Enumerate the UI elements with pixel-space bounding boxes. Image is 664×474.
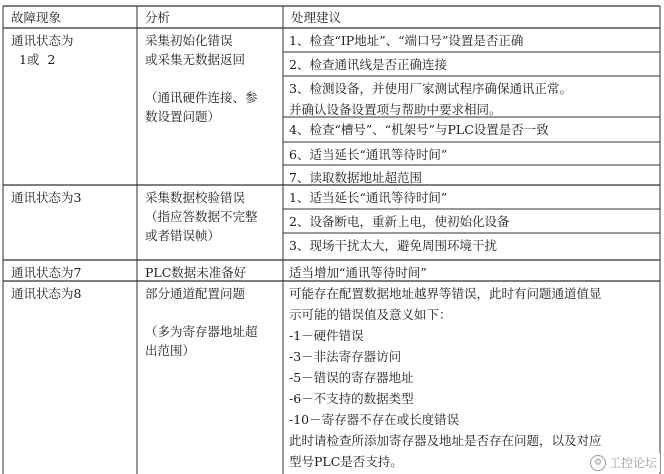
suggestion-text: 3、现场干扰太大，避免周围环境干扰	[289, 238, 497, 253]
symptom-text: 1或 2	[11, 52, 56, 67]
suggestion-text: 6、适当延长“通讯等待时间”	[289, 147, 448, 162]
suggestion-text: 1、检查“IP地址”、“端口号”设置是否正确	[289, 33, 524, 48]
suggestion-text: -5－错误的寄存器地址	[289, 370, 414, 385]
suggestion-text: 4、检查“槽号”、“机架号”与PLC设置是否一致	[289, 122, 549, 137]
analysis-text: PLC数据未准备好	[145, 265, 247, 280]
analysis-text: （指应答数据不完整	[145, 209, 258, 224]
suggestion-text: -10－寄存器不存在或长度错误	[289, 412, 460, 427]
analysis-text: 数设置问题）	[145, 109, 221, 124]
suggestion-text: -3－非法寄存器访问	[289, 349, 402, 364]
suggestion-text: 示可能的错误值及意义如下：	[289, 307, 452, 322]
suggestion-text: -1－硬件错误	[289, 328, 364, 343]
watermark-text: 工控论坛	[608, 456, 657, 470]
analysis-text: 出范围）	[145, 343, 196, 358]
analysis-text: （多为寄存器地址超	[145, 324, 258, 339]
analysis-text: 或者错误帧）	[145, 228, 221, 243]
watermark	[587, 453, 660, 472]
gear-icon: ⚙	[590, 455, 606, 471]
suggestion-text: -6－不支持的数据类型	[289, 391, 414, 406]
analysis-text: 采集初始化错误	[145, 33, 233, 48]
suggestion-text: 1、适当延长“通讯等待时间”	[289, 190, 448, 205]
suggestion-text: 3、检测设备，并使用厂家测试程序确保通讯正常。	[289, 81, 572, 96]
suggestion-text: 型号PLC是否支持。	[289, 454, 403, 469]
suggestion-text: 7、读取数据地址超范围	[289, 170, 422, 185]
suggestion-text: 可能存在配置数据地址越界等错误，此时有问题通道值显	[289, 286, 602, 301]
symptom-text: 通讯状态为8	[11, 286, 82, 301]
analysis-text: （通讯硬件连接、参	[145, 90, 258, 105]
analysis-text: 或采集无数据返回	[145, 52, 246, 67]
column-header: 故障现象	[11, 10, 62, 25]
analysis-text: 采集数据校验错误	[145, 190, 246, 205]
suggestion-text: 2、设备断电，重新上电，使初始化设备	[289, 214, 510, 229]
suggestion-text: 并确认设备设置项与帮助中要求相同。	[289, 102, 502, 117]
suggestion-text: 适当增加“通讯等待时间”	[289, 265, 427, 280]
suggestion-text: 此时请检查所添加寄存器及地址是否存在问题，以及对应	[289, 433, 602, 448]
symptom-text: 通讯状态为3	[11, 190, 82, 205]
symptom-text: 通讯状态为	[11, 33, 74, 48]
analysis-text: 部分通道配置问题	[145, 286, 246, 301]
suggestion-text: 2、检查通讯线是否正确连接	[289, 57, 447, 72]
column-header: 处理建议	[291, 10, 342, 25]
symptom-text: 通讯状态为7	[11, 265, 82, 280]
column-header: 分析	[145, 10, 171, 25]
